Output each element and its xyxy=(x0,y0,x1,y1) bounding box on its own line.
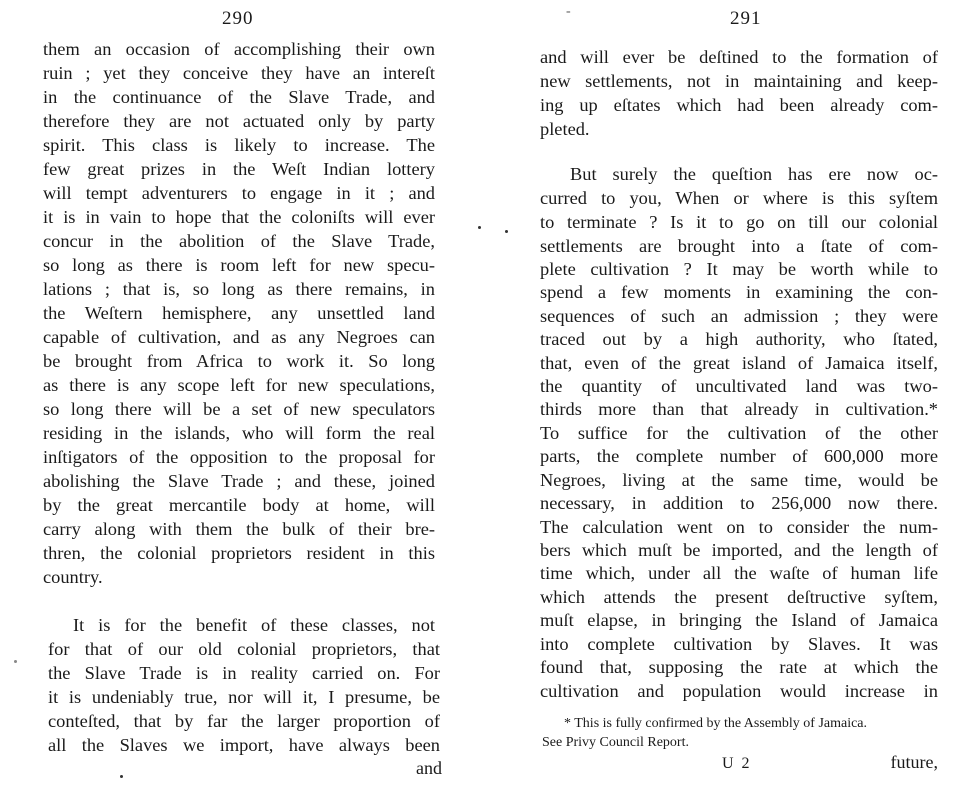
text-line: time which, under all the waſte of human life xyxy=(540,563,938,583)
text-line: the Slave Trade is in reality carried on. For xyxy=(48,663,440,683)
text-line: plete cultivation ? It may be worth while to xyxy=(540,259,938,279)
text-line: all the Slaves we import, have always been xyxy=(48,735,440,755)
text-line: ruin ; yet they conceive they have an intereſt xyxy=(43,63,435,83)
text-line: spirit. This class is likely to increase. The xyxy=(43,135,435,155)
text-line: ing up eſtates which had been already com- xyxy=(540,95,938,115)
text-line: sequences of such an admission ; they were xyxy=(540,306,938,326)
left-page-number: 290 xyxy=(222,8,254,29)
left-catchword: and xyxy=(416,758,442,778)
text-line: concur in the abolition of the Slave Trade, xyxy=(43,231,435,251)
text-line: pleted. xyxy=(540,119,590,139)
text-line: inſtigators of the opposition to the proposal for xyxy=(43,447,435,467)
margin-tick: - xyxy=(566,4,571,19)
right-page-number: 291 xyxy=(730,8,762,29)
text-line: the quantity of uncultivated land was two- xyxy=(540,376,938,396)
text-line: therefore they are not actuated only by party xyxy=(43,111,435,131)
text-line: residing in the islands, who will form the real xyxy=(43,423,435,443)
text-line: abolishing the Slave Trade ; and these, joined xyxy=(43,471,435,491)
text-line: traced out by a high authority, who ſtated, xyxy=(540,329,938,349)
text-line: by the great mercantile body at home, will xyxy=(43,495,435,515)
text-line: Negroes, living at the same time, would be xyxy=(540,470,938,490)
signature-mark: U 2 xyxy=(722,755,752,772)
text-line: necessary, in addition to 256,000 now there. xyxy=(540,493,938,513)
text-line: It is for the benefit of these classes, not xyxy=(73,615,435,635)
text-line: into complete cultivation by Slaves. It was xyxy=(540,634,938,654)
text-line: curred to you, When or where is this syſtem xyxy=(540,188,938,208)
text-line: to terminate ? Is it to go on till our colonial xyxy=(540,212,938,232)
print-speck xyxy=(505,230,508,233)
text-line: so long there will be a set of new speculators xyxy=(43,399,435,419)
text-line: capable of cultivation, and as any Negroes can xyxy=(43,327,435,347)
text-line: few great prizes in the Weſt Indian lottery xyxy=(43,159,435,179)
right-page xyxy=(490,0,980,812)
text-line: thren, the colonial proprietors resident in this xyxy=(43,543,435,563)
text-line: spend a few moments in examining the con- xyxy=(540,282,938,302)
text-line: will tempt adventurers to engage in it ; and xyxy=(43,183,435,203)
text-line: cultivation and population would increase in xyxy=(540,681,938,701)
text-line: To suffice for the cultivation of the other xyxy=(540,423,938,443)
text-line: bers which muſt be imported, and the length of xyxy=(540,540,938,560)
text-line: But surely the queſtion has ere now oc- xyxy=(570,164,938,184)
text-line: muſt elapse, in bringing the Island of Jamaica xyxy=(540,610,938,630)
text-line: thirds more than that already in cultivation.* xyxy=(540,399,938,419)
text-line: found that, supposing the rate at which the xyxy=(540,657,938,677)
text-line: lations ; that is, so long as there remains, in xyxy=(43,279,435,299)
text-line: so long as there is room left for new specu- xyxy=(43,255,435,275)
text-line: the Weſtern hemisphere, any unsettled land xyxy=(43,303,435,323)
text-line: carry along with them the bulk of their bre- xyxy=(43,519,435,539)
text-line: country. xyxy=(43,567,103,587)
footnote-line: * This is fully confirmed by the Assembly of Jamaica. xyxy=(564,716,868,731)
text-line: which attends the present deſtructive syſtem, xyxy=(540,587,938,607)
text-line: be brought from Africa to work it. So long xyxy=(43,351,435,371)
text-line: it is in vain to hope that the coloniſts will ever xyxy=(43,207,435,227)
text-line: new settlements, not in maintaining and keep- xyxy=(540,71,938,91)
footnote-line: See Privy Council Report. xyxy=(542,735,689,750)
text-line: as there is any scope left for new speculations, xyxy=(43,375,435,395)
text-line: and will ever be deſtined to the formation of xyxy=(540,47,938,67)
text-line: conteſted, that by far the larger proportion of xyxy=(48,711,440,731)
text-line: settlements are brought into a ſtate of com- xyxy=(540,236,938,256)
text-line: for that of our old colonial proprietors, that xyxy=(48,639,440,659)
text-line: parts, the complete number of 600,000 more xyxy=(540,446,938,466)
print-speck xyxy=(478,226,481,229)
right-catchword: future, xyxy=(890,752,938,772)
text-line: that, even of the great island of Jamaica itself, xyxy=(540,353,938,373)
print-speck xyxy=(14,660,17,663)
text-line: The calculation went on to consider the num- xyxy=(540,517,938,537)
text-line: them an occasion of accomplishing their own xyxy=(43,39,435,59)
text-line: it is undeniably true, nor will it, I presume, be xyxy=(48,687,440,707)
print-speck xyxy=(120,775,123,778)
text-line: in the continuance of the Slave Trade, and xyxy=(43,87,435,107)
